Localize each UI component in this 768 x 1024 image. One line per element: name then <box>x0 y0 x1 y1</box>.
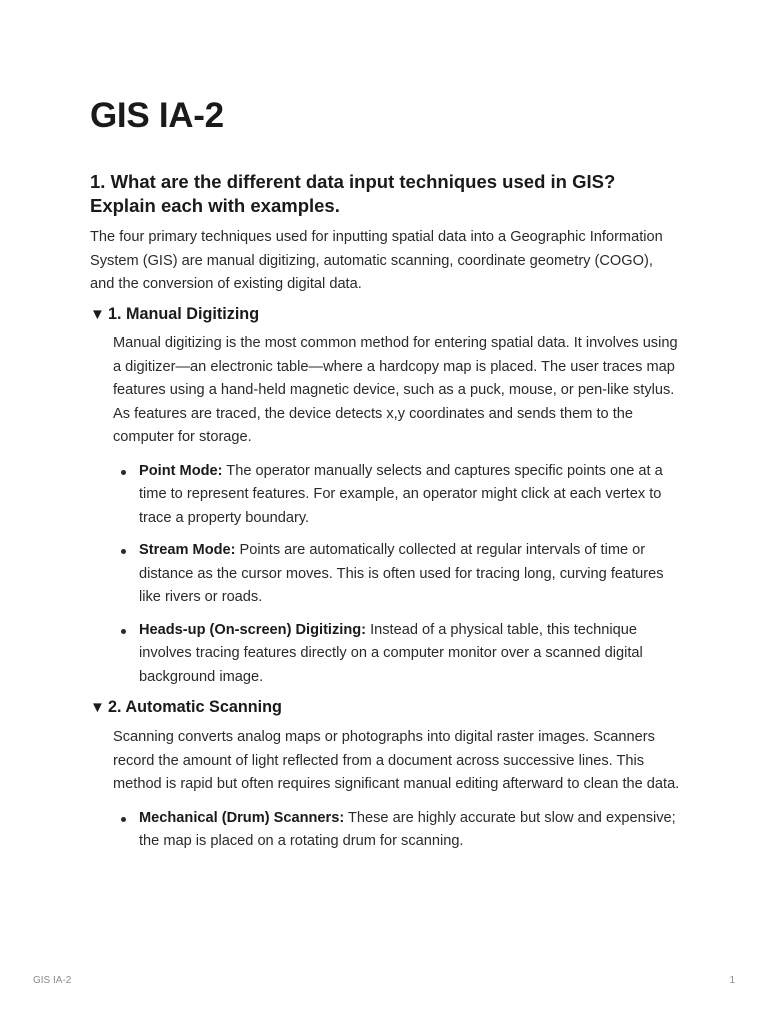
bullet-icon <box>121 549 126 554</box>
bullet-text: Instead of a physical table, this technique involves tracing features directly on a computer monitor over a scanned digital background image. <box>139 621 643 685</box>
toggle-heading-label: 1. Manual Digitizing <box>108 305 260 323</box>
section-paragraph: Manual digitizing is the most common method for entering spatial data. It involves using a digitizer—an electronic table—where a hardcopy map is placed. The user traces map features using a hand-held magnetic device, such as a puck, mouse, or pen-like stylus. As features are traced, the device detects x,y coordinates and sends them to the computer for storage. <box>113 335 678 445</box>
bullet-term: Mechanical (Drum) Scanners: <box>139 809 345 826</box>
bullet-term: Stream Mode: <box>139 542 236 558</box>
footer-page-number: 1 <box>729 975 735 986</box>
toggle-arrow-icon: ▼ <box>90 306 105 323</box>
bullet-term: Point Mode: <box>139 462 223 479</box>
bullet-icon <box>121 629 126 634</box>
bullet-text: Points are automatically collected at regular intervals of time or distance as the cursor moves. This is often used for tracing long, curving features like rivers or roads. <box>139 542 664 605</box>
list-item <box>113 539 688 610</box>
intro-paragraph: The four primary techniques used for inputting spatial data into a Geographic Information System (GIS) are manual digitizing, automatic scanning, coordinate geometry (COGO), and the conversion of existing digital data. <box>90 229 663 292</box>
bullet-list <box>113 807 688 854</box>
bullet-icon <box>121 470 126 475</box>
question-heading: 1. What are the different data input techniques used in GIS? Explain each with examples. <box>90 171 616 216</box>
bullet-term: Heads-up (On-screen) Digitizing: <box>139 621 367 638</box>
bullet-text: The operator manually selects and captures specific points one at a time to represent features. For example, an operator might click at each vertex to trace a property boundary. <box>139 462 663 526</box>
page-title: GIS IA-2 <box>90 96 224 135</box>
bullet-text: These are highly accurate but slow and expensive; the map is placed on a rotating drum for scanning. <box>139 809 676 849</box>
toggle-manual-digitizing[interactable] <box>90 302 259 327</box>
toggle-automatic-scanning[interactable] <box>90 695 282 720</box>
toggle-body-automatic-scanning <box>113 726 688 854</box>
footer-document-title: GIS IA-2 <box>33 975 72 986</box>
list-item <box>113 807 688 854</box>
section-paragraph: Scanning converts analog maps or photographs into digital raster images. Scanners record the amount of light reflected from a document across successive lines. This method is rapid but often requires significant manual editing afterward to clean the data. <box>113 729 680 792</box>
toggle-body-manual-digitizing <box>113 332 688 689</box>
bullet-icon <box>121 817 126 822</box>
toggle-arrow-icon: ▼ <box>90 699 105 716</box>
toggle-heading-label: 2. Automatic Scanning <box>108 698 282 716</box>
list-item <box>113 619 688 690</box>
bullet-list <box>113 460 688 690</box>
list-item <box>113 460 688 531</box>
